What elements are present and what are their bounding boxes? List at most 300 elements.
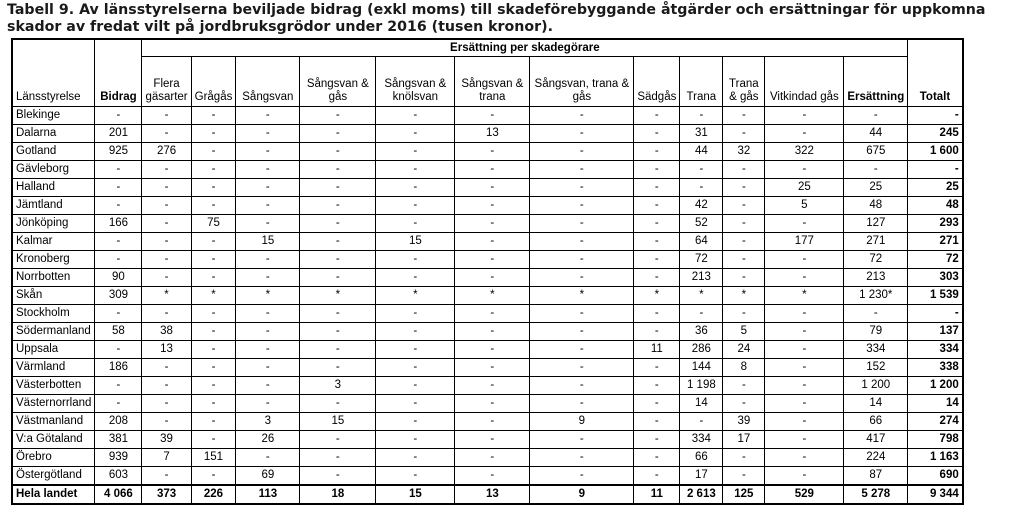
- table-cell: -: [455, 395, 530, 413]
- table-cell: 26: [236, 431, 300, 449]
- row-label: Södermanland: [12, 323, 95, 341]
- table-cell: 15: [376, 233, 455, 251]
- table-cell: 226: [191, 485, 236, 504]
- table-cell: 186: [95, 359, 142, 377]
- table-cell: -: [455, 251, 530, 269]
- table-cell: -: [191, 161, 236, 179]
- row-label: Dalarna: [12, 125, 95, 143]
- table-cell: 66: [680, 449, 723, 467]
- table-cell: -: [95, 233, 142, 251]
- table-cell: 417: [844, 431, 908, 449]
- table-cell: -: [455, 359, 530, 377]
- data-table: [11, 38, 964, 505]
- table-title: Tabell 9. Av länsstyrelserna beviljade bidrag (exkl moms) till skadeförebyggande åtgärder och ersättningar för uppkomna skador av fredat vilt på jordbruksgrödor under 2016 (tusen kronor).: [7, 2, 986, 35]
- table-cell: -: [765, 305, 844, 323]
- table-cell: -: [236, 143, 300, 161]
- table-cell: 2 613: [680, 485, 723, 504]
- table-cell: -: [300, 125, 376, 143]
- column-header: Sångsvan, trana & gås: [530, 57, 634, 107]
- table-cell: 4 066: [95, 485, 142, 504]
- table-cell: -: [236, 197, 300, 215]
- table-cell: -: [723, 449, 765, 467]
- table-cell: -: [765, 125, 844, 143]
- table-cell-total: 1 539: [908, 287, 963, 305]
- table-cell: -: [300, 449, 376, 467]
- table-cell: -: [300, 269, 376, 287]
- table-cell: -: [236, 107, 300, 125]
- table-cell: -: [844, 161, 908, 179]
- table-cell: 44: [680, 143, 723, 161]
- table-cell: *: [723, 287, 765, 305]
- table-cell: -: [765, 413, 844, 431]
- column-header: Bidrag: [95, 57, 142, 107]
- table-row: [12, 413, 963, 431]
- table-cell: -: [191, 143, 236, 161]
- table-cell: 373: [142, 485, 191, 504]
- table-cell: 675: [844, 143, 908, 161]
- table-cell: -: [300, 323, 376, 341]
- table-cell: -: [300, 143, 376, 161]
- table-cell: -: [300, 431, 376, 449]
- table-cell: 529: [765, 485, 844, 504]
- table-cell-total: -: [908, 107, 963, 125]
- table-cell: 3: [300, 377, 376, 395]
- table-cell: -: [765, 251, 844, 269]
- table-cell: 1 200: [844, 377, 908, 395]
- table-cell: -: [142, 377, 191, 395]
- table-cell: -: [723, 233, 765, 251]
- table-cell: -: [455, 143, 530, 161]
- row-label: Blekinge: [12, 107, 95, 125]
- row-label: Kronoberg: [12, 251, 95, 269]
- table-cell: -: [634, 305, 680, 323]
- table-cell: 79: [844, 323, 908, 341]
- table-cell: -: [236, 341, 300, 359]
- table-cell: -: [376, 359, 455, 377]
- table-cell: -: [634, 107, 680, 125]
- table-cell: -: [723, 125, 765, 143]
- table-cell: -: [723, 179, 765, 197]
- table-cell: -: [530, 395, 634, 413]
- table-row: [12, 467, 963, 486]
- table-cell: -: [455, 377, 530, 395]
- table-cell: 201: [95, 125, 142, 143]
- column-header: Trana & gås: [723, 57, 765, 107]
- table-row: [12, 395, 963, 413]
- table-cell: -: [142, 359, 191, 377]
- table-row: [12, 305, 963, 323]
- table-cell: 925: [95, 143, 142, 161]
- table-cell: -: [765, 107, 844, 125]
- table-cell: -: [300, 359, 376, 377]
- group-header: Ersättning per skadegörare: [142, 39, 908, 57]
- table-cell: -: [191, 359, 236, 377]
- table-cell: -: [142, 107, 191, 125]
- table-cell: -: [530, 269, 634, 287]
- table-cell: 276: [142, 143, 191, 161]
- column-header-row: [12, 57, 963, 107]
- table-cell: 334: [844, 341, 908, 359]
- table-cell: 151: [191, 449, 236, 467]
- table-cell: -: [765, 323, 844, 341]
- table-cell: -: [376, 431, 455, 449]
- table-cell: -: [376, 323, 455, 341]
- table-row: [12, 143, 963, 161]
- table-cell: 72: [680, 251, 723, 269]
- table-cell: -: [376, 197, 455, 215]
- table-cell-total: 690: [908, 467, 963, 486]
- group-header-spacer: [95, 39, 142, 57]
- table-cell: -: [142, 413, 191, 431]
- table-cell: -: [765, 395, 844, 413]
- table-cell: 38: [142, 323, 191, 341]
- table-cell: 13: [455, 485, 530, 504]
- table-cell: 939: [95, 449, 142, 467]
- table-body: [12, 107, 963, 505]
- table-cell: -: [723, 269, 765, 287]
- table-cell: -: [455, 305, 530, 323]
- column-header: Flera gäsarter: [142, 57, 191, 107]
- table-cell-total: 1 600: [908, 143, 963, 161]
- column-header: Sångsvan & trana: [455, 57, 530, 107]
- table-cell: -: [191, 251, 236, 269]
- column-header: Trana: [680, 57, 723, 107]
- table-cell: 31: [680, 125, 723, 143]
- table-cell: -: [300, 251, 376, 269]
- table-cell: -: [236, 377, 300, 395]
- table-cell: -: [300, 395, 376, 413]
- row-label: Värmland: [12, 359, 95, 377]
- table-cell: 7: [142, 449, 191, 467]
- table-cell: 213: [680, 269, 723, 287]
- table-cell: -: [142, 467, 191, 486]
- table-cell-total: 293: [908, 215, 963, 233]
- table-cell: -: [376, 377, 455, 395]
- table-cell: -: [723, 197, 765, 215]
- table-cell: -: [530, 125, 634, 143]
- table-cell: 271: [844, 233, 908, 251]
- table-cell: -: [455, 233, 530, 251]
- table-row: [12, 233, 963, 251]
- row-label: Gotland: [12, 143, 95, 161]
- table-cell: -: [191, 269, 236, 287]
- table-cell: -: [530, 323, 634, 341]
- table-cell: 66: [844, 413, 908, 431]
- table-cell: -: [142, 233, 191, 251]
- table-cell: -: [634, 377, 680, 395]
- table-cell: *: [455, 287, 530, 305]
- table-cell: -: [765, 161, 844, 179]
- table-cell: *: [236, 287, 300, 305]
- table-cell: -: [236, 161, 300, 179]
- table-cell: -: [191, 197, 236, 215]
- table-cell-total: 245: [908, 125, 963, 143]
- table-cell: -: [300, 341, 376, 359]
- column-header: Sädgås: [634, 57, 680, 107]
- table-cell: -: [191, 413, 236, 431]
- table-cell: -: [844, 305, 908, 323]
- table-cell: 13: [142, 341, 191, 359]
- table-cell: 9: [530, 413, 634, 431]
- table-cell: -: [723, 305, 765, 323]
- table-cell: -: [680, 107, 723, 125]
- table-cell: *: [680, 287, 723, 305]
- table-cell: -: [765, 341, 844, 359]
- table-cell: 1 230*: [844, 287, 908, 305]
- table-cell: -: [723, 107, 765, 125]
- row-label: Örebro: [12, 449, 95, 467]
- table-cell: -: [680, 413, 723, 431]
- table-cell: -: [455, 179, 530, 197]
- table-cell: *: [530, 287, 634, 305]
- table-cell: 13: [455, 125, 530, 143]
- group-header-row: [12, 39, 963, 57]
- table-cell: 17: [680, 467, 723, 486]
- table-cell: -: [142, 125, 191, 143]
- table-cell: -: [95, 197, 142, 215]
- table-cell: -: [95, 377, 142, 395]
- row-label: Östergötland: [12, 467, 95, 486]
- table-cell: 208: [95, 413, 142, 431]
- table-cell: -: [236, 179, 300, 197]
- table-cell: -: [634, 215, 680, 233]
- table-cell: 75: [191, 215, 236, 233]
- table-cell: 603: [95, 467, 142, 486]
- table-cell: -: [765, 269, 844, 287]
- table-cell: -: [191, 323, 236, 341]
- row-label: Halland: [12, 179, 95, 197]
- table-row: [12, 179, 963, 197]
- row-label: Västernorrland: [12, 395, 95, 413]
- table-cell: -: [95, 179, 142, 197]
- table-cell: -: [530, 359, 634, 377]
- table-row: [12, 215, 963, 233]
- table-cell: 5: [765, 197, 844, 215]
- table-cell: -: [376, 467, 455, 486]
- table-cell: 213: [844, 269, 908, 287]
- table-cell: -: [530, 305, 634, 323]
- group-header-spacer: [12, 39, 95, 57]
- table-cell: -: [455, 467, 530, 486]
- row-label: Uppsala: [12, 341, 95, 359]
- table-cell: 125: [723, 485, 765, 504]
- table-cell-total: -: [908, 161, 963, 179]
- table-cell: -: [95, 305, 142, 323]
- table-cell: 72: [844, 251, 908, 269]
- table-cell: -: [530, 179, 634, 197]
- data-table-container: [11, 38, 964, 505]
- table-cell-total: 303: [908, 269, 963, 287]
- table-cell: -: [236, 449, 300, 467]
- table-cell: 309: [95, 287, 142, 305]
- table-cell: -: [236, 359, 300, 377]
- row-label: Västerbotten: [12, 377, 95, 395]
- column-header: Sångsvan & gås: [300, 57, 376, 107]
- table-cell: -: [191, 395, 236, 413]
- table-cell: -: [191, 431, 236, 449]
- table-cell: -: [142, 215, 191, 233]
- table-cell: -: [236, 395, 300, 413]
- table-cell: 5: [723, 323, 765, 341]
- table-cell: 11: [634, 485, 680, 504]
- table-cell: -: [300, 233, 376, 251]
- table-cell: 42: [680, 197, 723, 215]
- table-cell-total: 72: [908, 251, 963, 269]
- table-cell: -: [376, 269, 455, 287]
- table-cell: -: [530, 431, 634, 449]
- table-cell: -: [236, 251, 300, 269]
- table-cell: -: [530, 233, 634, 251]
- table-cell: 152: [844, 359, 908, 377]
- table-cell: -: [634, 413, 680, 431]
- table-cell: -: [634, 179, 680, 197]
- table-cell: -: [191, 107, 236, 125]
- table-cell: *: [300, 287, 376, 305]
- table-cell: -: [455, 341, 530, 359]
- table-cell: -: [236, 125, 300, 143]
- table-cell: 15: [236, 233, 300, 251]
- table-cell: -: [95, 341, 142, 359]
- table-row: [12, 107, 963, 125]
- table-cell: -: [300, 467, 376, 486]
- column-header: Ersättning: [844, 57, 908, 107]
- table-cell: -: [530, 197, 634, 215]
- table-cell: -: [723, 251, 765, 269]
- table-cell: 224: [844, 449, 908, 467]
- column-header: Länsstyrelse: [12, 57, 95, 107]
- table-cell: *: [765, 287, 844, 305]
- table-cell-total: 274: [908, 413, 963, 431]
- group-header-spacer: [908, 39, 963, 57]
- column-header: Sångsvan: [236, 57, 300, 107]
- table-cell: 39: [142, 431, 191, 449]
- table-cell: -: [530, 341, 634, 359]
- table-cell: -: [680, 179, 723, 197]
- table-cell: 39: [723, 413, 765, 431]
- table-cell: 17: [723, 431, 765, 449]
- column-header: Sångsvan & knölsvan: [376, 57, 455, 107]
- table-cell: 144: [680, 359, 723, 377]
- table-cell: -: [723, 215, 765, 233]
- table-cell: -: [95, 107, 142, 125]
- table-cell: -: [530, 143, 634, 161]
- table-cell: -: [142, 395, 191, 413]
- table-row: [12, 269, 963, 287]
- table-cell: 18: [300, 485, 376, 504]
- table-cell: -: [191, 305, 236, 323]
- table-cell: 5 278: [844, 485, 908, 504]
- table-cell: 11: [634, 341, 680, 359]
- table-cell: -: [455, 413, 530, 431]
- table-cell: -: [376, 413, 455, 431]
- table-cell: -: [300, 107, 376, 125]
- table-cell: 44: [844, 125, 908, 143]
- column-header: Grågås: [191, 57, 236, 107]
- table-cell: 36: [680, 323, 723, 341]
- table-cell: -: [634, 395, 680, 413]
- table-cell: -: [142, 251, 191, 269]
- table-cell: 14: [680, 395, 723, 413]
- table-row: [12, 449, 963, 467]
- table-cell: -: [191, 179, 236, 197]
- table-cell: -: [634, 143, 680, 161]
- table-cell: *: [376, 287, 455, 305]
- table-cell: -: [300, 215, 376, 233]
- table-cell: 166: [95, 215, 142, 233]
- table-cell: -: [765, 359, 844, 377]
- table-cell: -: [376, 341, 455, 359]
- table-row: [12, 251, 963, 269]
- table-cell: -: [765, 449, 844, 467]
- table-cell: -: [634, 449, 680, 467]
- table-cell: -: [236, 215, 300, 233]
- table-cell: -: [765, 467, 844, 486]
- table-cell: -: [530, 215, 634, 233]
- table-cell: -: [236, 323, 300, 341]
- table-cell: -: [680, 305, 723, 323]
- table-cell: 25: [765, 179, 844, 197]
- row-label: Jönköping: [12, 215, 95, 233]
- table-cell: -: [95, 395, 142, 413]
- table-cell: -: [723, 377, 765, 395]
- table-cell: 15: [376, 485, 455, 504]
- table-cell: 48: [844, 197, 908, 215]
- table-cell: *: [634, 287, 680, 305]
- table-cell: -: [300, 305, 376, 323]
- table-cell: -: [191, 125, 236, 143]
- table-cell: -: [530, 467, 634, 486]
- table-cell-total: 14: [908, 395, 963, 413]
- row-label: Stockholm: [12, 305, 95, 323]
- table-cell: -: [142, 179, 191, 197]
- table-cell: -: [723, 161, 765, 179]
- table-row: [12, 323, 963, 341]
- table-cell: -: [95, 161, 142, 179]
- table-cell: -: [530, 251, 634, 269]
- table-row: [12, 431, 963, 449]
- table-cell: -: [723, 467, 765, 486]
- table-cell-total: 25: [908, 179, 963, 197]
- column-header: Totalt: [908, 57, 963, 107]
- table-row: [12, 377, 963, 395]
- table-cell-total: 338: [908, 359, 963, 377]
- total-row: [12, 485, 963, 504]
- table-cell: -: [455, 269, 530, 287]
- row-label: Hela landet: [12, 485, 95, 504]
- table-cell: -: [530, 377, 634, 395]
- table-cell: -: [376, 251, 455, 269]
- table-cell: -: [376, 125, 455, 143]
- table-cell: 3: [236, 413, 300, 431]
- table-cell: 24: [723, 341, 765, 359]
- table-cell-total: 1 163: [908, 449, 963, 467]
- table-cell: -: [634, 161, 680, 179]
- table-row: [12, 341, 963, 359]
- table-cell: -: [376, 179, 455, 197]
- table-cell: -: [530, 161, 634, 179]
- table-cell: -: [191, 341, 236, 359]
- table-cell-total: -: [908, 305, 963, 323]
- table-cell: -: [142, 161, 191, 179]
- table-cell: 286: [680, 341, 723, 359]
- table-cell-total: 798: [908, 431, 963, 449]
- table-cell: -: [300, 197, 376, 215]
- table-cell: -: [376, 305, 455, 323]
- table-cell: -: [455, 431, 530, 449]
- table-row: [12, 359, 963, 377]
- table-cell: 177: [765, 233, 844, 251]
- row-label: V:a Götaland: [12, 431, 95, 449]
